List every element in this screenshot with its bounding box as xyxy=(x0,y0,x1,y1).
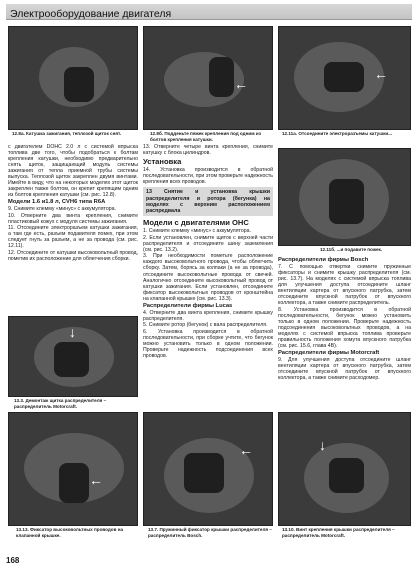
paragraph: 9. Для улучшения доступа отсоедините шланг вентиляции картера от впускного патрубка, затем отсоедините впускной патрубок от впускного коллектора, а также снимите расходомер. xyxy=(278,357,411,382)
text-column-3 xyxy=(278,256,411,408)
paragraph: 13. Отверните четыре винта крепления, снимите катушку с блока цилиндров. xyxy=(143,144,273,157)
page-header xyxy=(6,4,412,20)
chapter-heading-box: 13 Снятие и установка крышки распределителя и ротора (бегунка) на моделях с верхним расположением распредвала xyxy=(143,187,273,216)
paragraph: 10. Отверните два винта крепления, снимите пластиковый кожух с модуля системы зажигания. xyxy=(8,212,138,225)
photo-suppressor-clip xyxy=(143,26,273,130)
paragraph: 14. Установка производится в обратной последовательности, при этом проверьте надежность крепления всех проводов. xyxy=(143,167,273,186)
arrow-icon: ↓ xyxy=(319,437,326,453)
paragraph: с двигателем DOHC 2.0 л с системой впрыска топлива две того, чтобы подобраться к болтам крепления катушки, необходимо предварительно снять щиток, защищающий модуль системы зажигания от тепла приемной трубы системы выпуска. Теплозой щиток закреплен двумя винтами. Имейте в виду, что на некоторых моделях этот щиток закреплен также болтом, он крепит крепящим одним из болтов крепления катушки (см. рис. 12.8). xyxy=(8,144,138,199)
text-column-1 xyxy=(8,144,138,314)
photo-caption: 12.8б. Подденьте пяжек крепления под одним из болтов крепления катушки. xyxy=(150,131,261,142)
paragraph: 5. Снимите ротор (бегунок) с вала распределителя. xyxy=(143,322,268,329)
photo-distributor-shield xyxy=(8,316,138,397)
section-heading: Распределители фирмы Bosch xyxy=(278,257,369,263)
text-column-2 xyxy=(143,144,273,408)
section-heading: Распределители фирмы Motorcraft xyxy=(278,350,380,357)
photo-caption: 13.10. Винт крепления крышки распределителя – распределитель Motorcraft. xyxy=(282,527,395,538)
photo-ignition-coil xyxy=(8,26,138,130)
arrow-icon: ← xyxy=(374,66,388,82)
arrow-icon: ← xyxy=(89,472,103,488)
paragraph: 7. С помощью отвертки снимите пружинные фиксаторы и снимите крышку распределителя (см. рис. 13.7). На моделях с системой впрыска топлива для улучшения доступа отсоедините шланг вентиляции картера от впускного патрубка, затем отсоедините впускной патрубок от впускного коллектора, а также снимите распределитель. xyxy=(278,264,411,307)
paragraph: 11. Отсоедините электроразъем катушки зажигания, а там где есть, разъем подавителя помех, при этом следует гнуть за разъем, а не за провода (см. рис. 12.11). xyxy=(8,225,138,250)
photo-coil-connectors xyxy=(278,26,411,130)
arrow-icon: ← xyxy=(234,76,248,92)
section-heading: Модели с двигателями OHC xyxy=(143,218,249,228)
paragraph: 3. При необходимости пометьте расположение каждого высоковольтного провода, чтобы облегчить сборку. Затем, борясь за колпаки (а не за провода), отсоедините высоковольтные провода от свечей. Аналогично отсоедините высоковольтный провод от катушки зажигания. Если установлен, отсоедините фиксатор высоковольтных проводов от кронштейна на клапанной крышке (см. рис. 13.3). xyxy=(143,253,273,302)
photo-ht-lead-clip xyxy=(8,412,138,526)
section-heading: Распределители фирмы Lucas xyxy=(143,302,233,309)
paragraph: 1. Снимите клемму «минус» с аккумулятора. xyxy=(143,228,251,235)
section-heading: Модели 1.6 и1.8 л, CVH6 типа R6A xyxy=(8,199,106,206)
photo-caption: 12.11а. Отсоедините электроразъемы катушки... xyxy=(282,131,393,136)
photo-caption: 12.8а. Катушка зажигания, теплозой щиток снят. xyxy=(12,131,122,136)
arrow-icon: ← xyxy=(239,442,253,458)
page-header-title: Электрооборудование двигателя xyxy=(10,8,172,20)
page-number: 168 xyxy=(6,556,20,565)
photo-caption: 13.3. Демонтаж щитка распределителя – распределитель Motorcraft. xyxy=(14,398,107,409)
arrow-icon: ↓ xyxy=(69,324,76,340)
photo-caption: 12.11б. ...и подавите пожек. xyxy=(320,247,383,252)
paragraph: 8. Установка производится в обратной последовательности, бегунок можно установить только в одном положении. Проверьте надежность подсоединения высоковольтных проводов, а на моделях с системой впрыска топлива проверьте правильность положения хомута впускного патрубка (см. рис. 15.6, глава 4В). xyxy=(278,306,411,349)
paragraph: 6. Установка производится в обратной последовательности, при сборке учтите, что бегунок можно установить только в одном положении. Проверьте надежность подсоединения всех проводов. xyxy=(143,328,273,359)
photo-bosch-cap-clip xyxy=(143,412,273,526)
photo-caption: 13.7. Пружинный фиксатор крышки распределителя – распределитель Bosch. xyxy=(148,527,272,538)
paragraph: 9. Снимите клемму «минус» с аккумулятора. xyxy=(8,206,116,213)
section-heading: Установка xyxy=(143,157,182,167)
photo-suppressor xyxy=(278,148,411,246)
photo-caption: 13.13. Фиксатор высоковольтных проводов на клапанной крышке. xyxy=(16,527,124,538)
paragraph: 2. Если установлен, снимите щиток с верхней части распределителя и отсоедините шину заземления (см. рис. 13.2). xyxy=(143,234,273,253)
photo-motorcraft-cap-screw xyxy=(278,412,411,526)
paragraph: 12. Отсоедините от катушки высоковольтный провод, пометив их расположение для облегчения сборки. xyxy=(8,249,138,262)
paragraph: 4. Отверните два винта крепления, снимите крышку распределителя. xyxy=(143,309,273,322)
